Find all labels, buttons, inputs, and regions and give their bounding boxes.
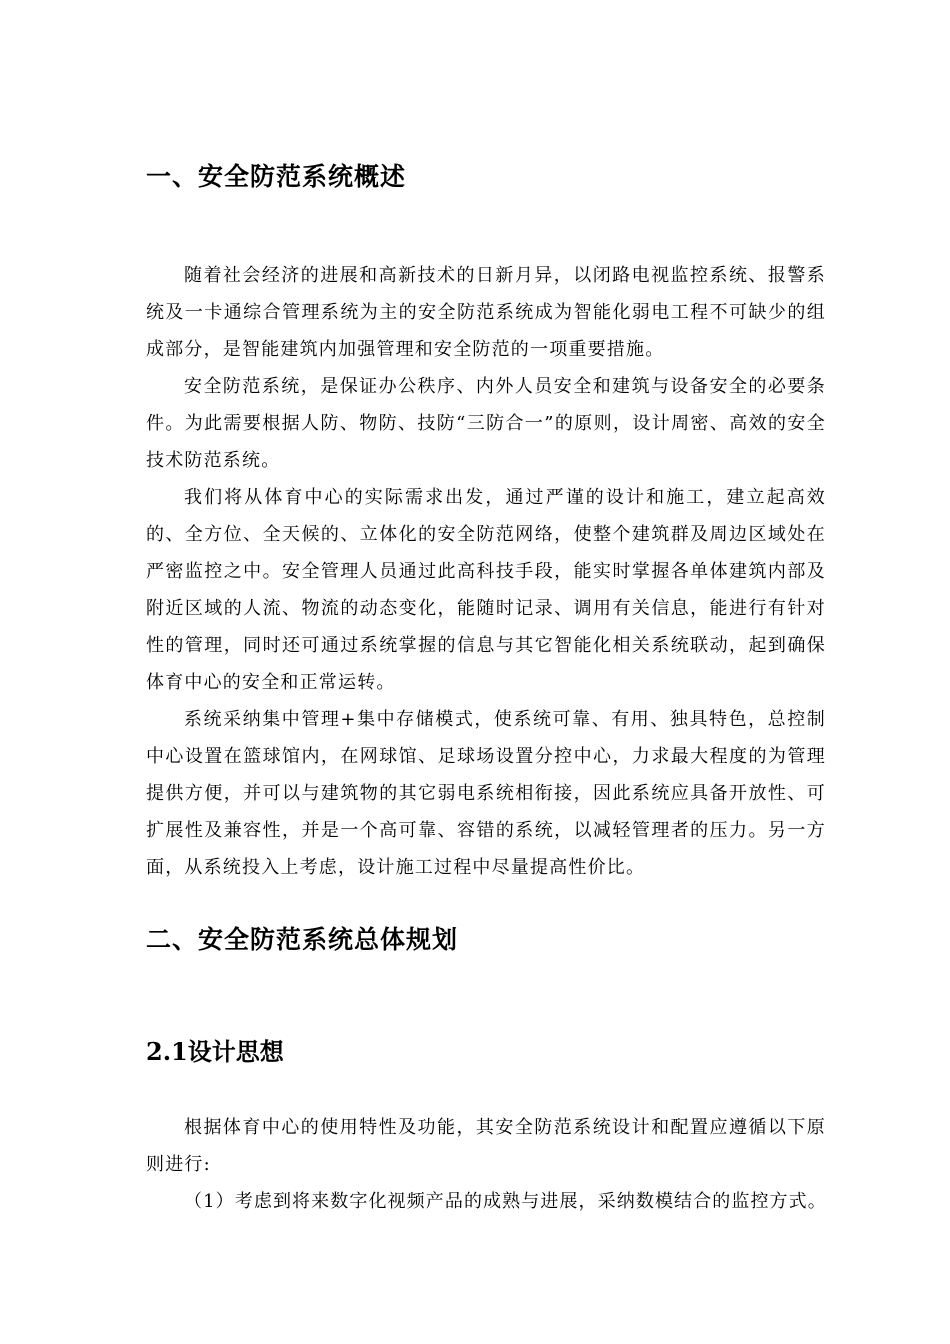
section-1-paragraph-1: 随着社会经济的进展和高新技术的日新月异，以闭路电视监控系统、报警系统及一卡通综合管理系统为主的安全防范系统成为智能化弱电工程不可缺少的组成部分，是智能建筑内加强管理和安全防范的一项重要措施。 — [146, 265, 826, 360]
principle-item-1: （1）考虑到将来数字化视频产品的成熟与进展，采纳数模结合的监控方式。 — [184, 1191, 827, 1212]
section-2-heading: 二、安全防范系统总体规划 — [146, 925, 459, 954]
section-1-paragraph-4: 系统采纳集中管理+集中存储模式，使系统可靠、有用、独具特色，总控制中心设置在篮球馆内，在网球馆、足球场设置分控中心，力求最大程度的为管理提供方便，并可以与建筑物的其它弱电系统相衔接，因此系统应具备开放性、可扩展性及兼容性，并是一个高可靠、容错的系统，以减轻管理者的压力。另一方面，从系统投入上考虑，设计施工过程中尽量提高性价比。 — [146, 709, 826, 878]
section-2-1-heading: 2.1设计思想 — [146, 1037, 284, 1066]
section-1-paragraph-2: 安全防范系统，是保证办公秩序、内外人员安全和建筑与设备安全的必要条件。为此需要根据人防、物防、技防“三防合一”的原则，设计周密、高效的安全技术防范系统。 — [146, 376, 826, 471]
section-1-heading: 一、安全防范系统概述 — [146, 162, 407, 191]
section-2-1-intro: 根据体育中心的使用特性及功能，其安全防范系统设计和配置应遵循以下原则进行: — [146, 1117, 826, 1175]
section-1-paragraph-3: 我们将从体育中心的实际需求出发，通过严谨的设计和施工，建立起高效的、全方位、全天候的、立体化的安全防范网络，使整个建筑群及周边区域处在严密监控之中。安全管理人员通过此高科技手段，能实时掌握各单体建筑内部及附近区域的人流、物流的动态变化，能随时记录、调用有关信息，能进行有针对性的管理，同时还可通过系统掌握的信息与其它智能化相关系统联动，起到确保体育中心的安全和正常运转。 — [146, 487, 826, 693]
